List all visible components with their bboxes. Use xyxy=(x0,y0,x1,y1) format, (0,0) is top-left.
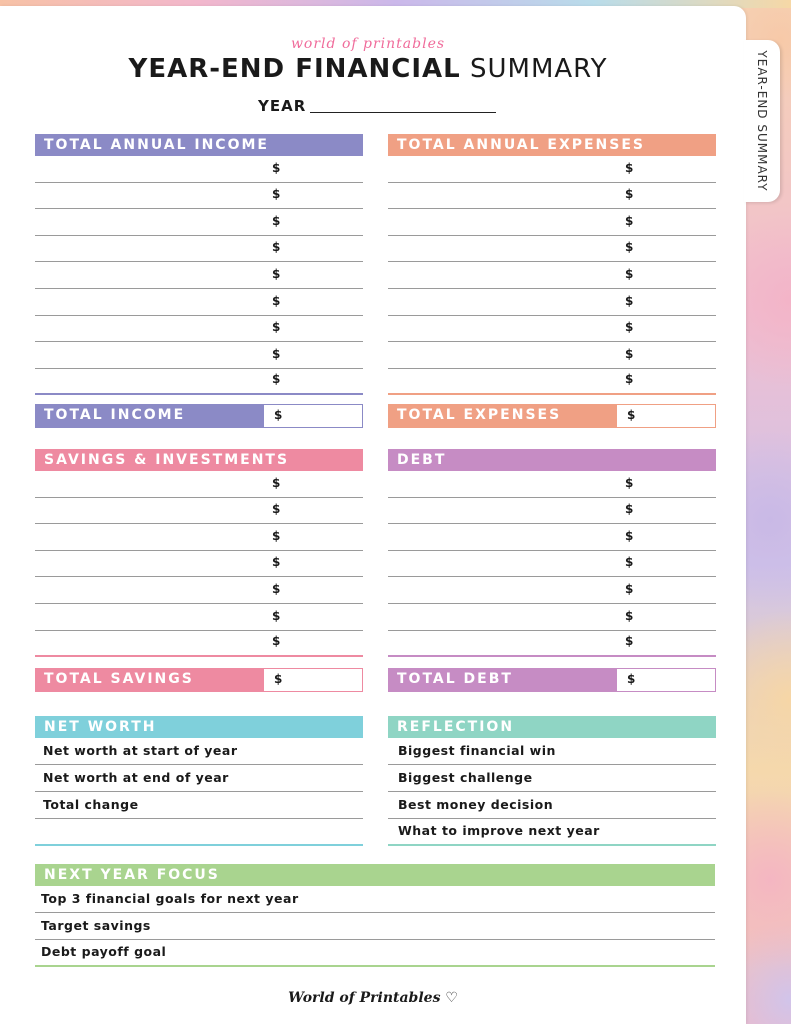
next_year-section xyxy=(35,864,715,967)
expenses-currency-symbol: $ xyxy=(625,320,634,335)
expenses-entry-row[interactable] xyxy=(388,262,716,289)
income-entry-row[interactable] xyxy=(35,369,363,396)
expenses-entry-row[interactable] xyxy=(388,156,716,183)
income-entry-row[interactable] xyxy=(35,342,363,369)
debt-entry-row[interactable] xyxy=(388,551,716,578)
net_worth-prompt-row[interactable] xyxy=(35,738,363,765)
next_year-prompt-label: Debt payoff goal xyxy=(41,944,167,959)
net_worth-prompt-label: Net worth at start of year xyxy=(43,743,238,758)
next_year-prompt-row[interactable] xyxy=(35,886,715,913)
income-currency-symbol: $ xyxy=(272,293,281,308)
net_worth-header: NET WORTH xyxy=(35,716,363,738)
savings-currency-symbol: $ xyxy=(272,634,281,649)
income-total-box[interactable] xyxy=(35,404,363,428)
reflection-prompt-row[interactable] xyxy=(388,792,716,819)
expenses-currency-symbol: $ xyxy=(625,213,634,228)
expenses-header: TOTAL ANNUAL EXPENSES xyxy=(388,134,716,156)
debt-total-label: TOTAL DEBT xyxy=(389,669,617,691)
net_worth-prompt-row[interactable] xyxy=(35,819,363,846)
next_year-prompt-row[interactable] xyxy=(35,940,715,967)
income-entry-row[interactable] xyxy=(35,316,363,343)
savings-entry-row[interactable] xyxy=(35,551,363,578)
side-tab-label: YEAR-END SUMMARY xyxy=(755,50,769,192)
income-entry-row[interactable] xyxy=(35,262,363,289)
savings-section xyxy=(35,449,363,657)
savings-entry-row[interactable] xyxy=(35,604,363,631)
debt-currency-symbol: $ xyxy=(625,634,634,649)
side-tab[interactable] xyxy=(744,40,780,202)
next_year-prompt-label: Top 3 financial goals for next year xyxy=(41,891,299,906)
debt-currency-symbol: $ xyxy=(625,581,634,596)
savings-total-box[interactable] xyxy=(35,668,363,692)
savings-header: SAVINGS & INVESTMENTS xyxy=(35,449,363,471)
debt-entry-row[interactable] xyxy=(388,524,716,551)
income-currency-symbol: $ xyxy=(272,372,281,387)
expenses-currency-symbol: $ xyxy=(625,293,634,308)
income-currency-symbol: $ xyxy=(272,346,281,361)
reflection-prompt-label: What to improve next year xyxy=(398,823,600,838)
income-entry-row[interactable] xyxy=(35,209,363,236)
savings-currency-symbol: $ xyxy=(272,581,281,596)
next_year-prompt-label: Target savings xyxy=(41,918,151,933)
next_year-header: NEXT YEAR FOCUS xyxy=(35,864,715,886)
reflection-prompt-label: Biggest challenge xyxy=(398,770,533,785)
debt-header: DEBT xyxy=(388,449,716,471)
expenses-entry-row[interactable] xyxy=(388,183,716,210)
expenses-entry-row[interactable] xyxy=(388,236,716,263)
expenses-total-currency: $ xyxy=(627,408,636,422)
income-currency-symbol: $ xyxy=(272,240,281,255)
expenses-currency-symbol: $ xyxy=(625,187,634,202)
debt-entry-row[interactable] xyxy=(388,471,716,498)
net_worth-section xyxy=(35,716,363,846)
income-total-label: TOTAL INCOME xyxy=(36,405,264,427)
savings-entry-row[interactable] xyxy=(35,631,363,658)
brand-script-logo: world of printables xyxy=(290,36,446,52)
savings-entry-row[interactable] xyxy=(35,524,363,551)
reflection-prompt-label: Biggest financial win xyxy=(398,743,556,758)
expenses-section xyxy=(388,134,716,395)
net_worth-prompt-label: Net worth at end of year xyxy=(43,770,229,785)
page-title xyxy=(0,54,736,84)
savings-currency-symbol: $ xyxy=(272,608,281,623)
expenses-entry-row[interactable] xyxy=(388,369,716,396)
savings-entry-row[interactable] xyxy=(35,577,363,604)
income-section xyxy=(35,134,363,395)
debt-entry-row[interactable] xyxy=(388,498,716,525)
expenses-entry-row[interactable] xyxy=(388,342,716,369)
income-entry-row[interactable] xyxy=(35,156,363,183)
debt-currency-symbol: $ xyxy=(625,475,634,490)
income-entry-row[interactable] xyxy=(35,183,363,210)
debt-total-box[interactable] xyxy=(388,668,716,692)
debt-entry-row[interactable] xyxy=(388,604,716,631)
debt-currency-symbol: $ xyxy=(625,502,634,517)
debt-entry-row[interactable] xyxy=(388,631,716,658)
savings-currency-symbol: $ xyxy=(272,528,281,543)
expenses-currency-symbol: $ xyxy=(625,240,634,255)
year-input-line[interactable] xyxy=(310,112,496,113)
savings-total-currency: $ xyxy=(274,672,283,686)
expenses-entry-row[interactable] xyxy=(388,316,716,343)
reflection-prompt-row[interactable] xyxy=(388,738,716,765)
savings-total-label: TOTAL SAVINGS xyxy=(36,669,264,691)
income-currency-symbol: $ xyxy=(272,213,281,228)
savings-currency-symbol: $ xyxy=(272,555,281,570)
income-total-currency: $ xyxy=(274,408,283,422)
net_worth-prompt-row[interactable] xyxy=(35,792,363,819)
expenses-currency-symbol: $ xyxy=(625,372,634,387)
savings-entry-row[interactable] xyxy=(35,498,363,525)
income-currency-symbol: $ xyxy=(272,266,281,281)
expenses-total-box[interactable] xyxy=(388,404,716,428)
net_worth-prompt-label: Total change xyxy=(43,797,139,812)
reflection-prompt-label: Best money decision xyxy=(398,797,554,812)
income-currency-symbol: $ xyxy=(272,187,281,202)
income-entry-row[interactable] xyxy=(35,289,363,316)
debt-currency-symbol: $ xyxy=(625,608,634,623)
debt-total-currency: $ xyxy=(627,672,636,686)
year-label: YEAR xyxy=(258,97,307,115)
expenses-entry-row[interactable] xyxy=(388,289,716,316)
income-entry-row[interactable] xyxy=(35,236,363,263)
savings-currency-symbol: $ xyxy=(272,502,281,517)
footer-logo: World of Printables ♡ xyxy=(288,990,458,1006)
expenses-currency-symbol: $ xyxy=(625,266,634,281)
expenses-total-label: TOTAL EXPENSES xyxy=(389,405,617,427)
title-bold: YEAR-END FINANCIAL xyxy=(128,54,461,84)
income-currency-symbol: $ xyxy=(272,320,281,335)
reflection-header: REFLECTION xyxy=(388,716,716,738)
debt-currency-symbol: $ xyxy=(625,528,634,543)
reflection-prompt-row[interactable] xyxy=(388,765,716,792)
savings-currency-symbol: $ xyxy=(272,475,281,490)
expenses-entry-row[interactable] xyxy=(388,209,716,236)
expenses-currency-symbol: $ xyxy=(625,160,634,175)
income-currency-symbol: $ xyxy=(272,160,281,175)
reflection-section xyxy=(388,716,716,846)
expenses-currency-symbol: $ xyxy=(625,346,634,361)
savings-entry-row[interactable] xyxy=(35,471,363,498)
next_year-prompt-row[interactable] xyxy=(35,913,715,940)
reflection-prompt-row[interactable] xyxy=(388,819,716,846)
debt-entry-row[interactable] xyxy=(388,577,716,604)
debt-currency-symbol: $ xyxy=(625,555,634,570)
income-header: TOTAL ANNUAL INCOME xyxy=(35,134,363,156)
title-light: SUMMARY xyxy=(469,54,608,84)
net_worth-prompt-row[interactable] xyxy=(35,765,363,792)
debt-section xyxy=(388,449,716,657)
